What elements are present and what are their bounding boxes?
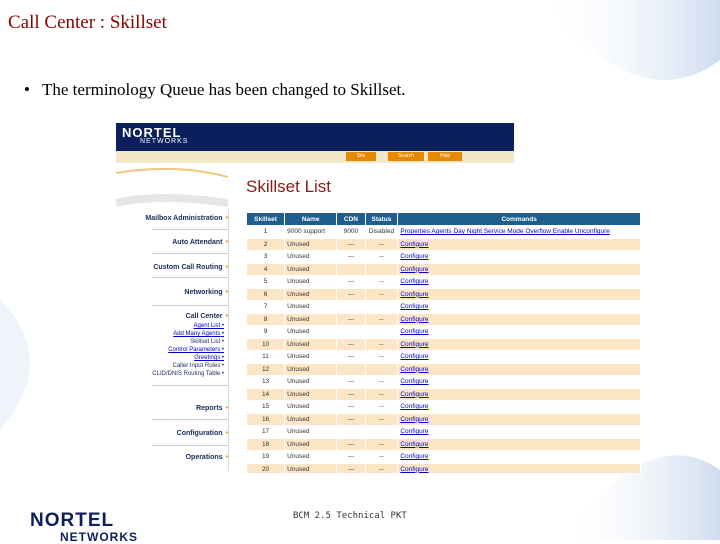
cell-name: Unused — [285, 263, 337, 276]
col-skillset: Skillset — [247, 213, 285, 226]
cell-commands — [398, 263, 641, 276]
table-row — [247, 401, 641, 414]
menu-separator — [152, 385, 228, 386]
cell-name: Unused — [285, 251, 337, 264]
row-commands-link[interactable]: Properties Agents Day Night Service Mode Overflow Enable Unconfigure — [400, 228, 610, 236]
configure-link[interactable]: Configure — [400, 328, 429, 336]
banner-logo: NORTEL — [122, 125, 182, 140]
configure-link[interactable]: Configure — [400, 278, 429, 286]
cell-skillset: 14 — [247, 388, 285, 401]
nav-site-button[interactable]: Site — [346, 152, 376, 161]
menu-separator — [152, 229, 228, 230]
table-row — [247, 276, 641, 289]
col-status: Status — [365, 213, 398, 226]
cell-skillset: 15 — [247, 401, 285, 414]
cell-skillset: 3 — [247, 251, 285, 264]
cell-status: -- — [365, 313, 398, 326]
cell-skillset: 9 — [247, 326, 285, 339]
cell-cdn: --- — [337, 238, 365, 251]
cell-cdn — [337, 263, 365, 276]
cell-cdn: 9000 — [337, 226, 365, 239]
skillset-table — [246, 212, 641, 473]
cell-skillset: 8 — [247, 313, 285, 326]
configure-link[interactable]: Configure — [400, 378, 429, 386]
bullet-icon: • — [225, 239, 228, 246]
table-row — [247, 338, 641, 351]
cell-status: -- — [365, 376, 398, 389]
cell-cdn: --- — [337, 351, 365, 364]
menu-sub-label: Add Many Agents — [173, 331, 221, 337]
table-row — [247, 351, 641, 364]
cell-cdn — [337, 426, 365, 439]
configure-link[interactable]: Configure — [400, 315, 429, 323]
cell-skillset: 10 — [247, 338, 285, 351]
table-row — [247, 263, 641, 276]
menu-sub-label: Skillset List — [190, 339, 221, 345]
table-row — [247, 301, 641, 314]
bullet-icon: • — [225, 313, 228, 320]
cell-commands — [398, 288, 641, 301]
cell-commands — [398, 326, 641, 339]
menu-sub-label: Caller Input Rules — [172, 363, 221, 369]
cell-commands — [398, 413, 641, 426]
cell-name: Unused — [285, 313, 337, 326]
cell-name: Unused — [285, 463, 337, 473]
cell-skillset: 16 — [247, 413, 285, 426]
menu-label: Custom Call Routing — [153, 264, 223, 271]
cell-status: -- — [365, 351, 398, 364]
cell-status — [365, 263, 398, 276]
configure-link[interactable]: Configure — [400, 353, 429, 361]
cell-commands — [398, 251, 641, 264]
configure-link[interactable]: Configure — [400, 240, 429, 248]
nav-help-button[interactable]: Help — [428, 152, 462, 161]
menu-separator — [152, 419, 228, 420]
cell-status: -- — [365, 276, 398, 289]
cell-commands — [398, 226, 641, 239]
cell-cdn: --- — [337, 338, 365, 351]
cell-name: 9000 support — [285, 226, 337, 239]
table-row — [247, 313, 641, 326]
cell-commands — [398, 463, 641, 473]
table-row — [247, 438, 641, 451]
nortel-banner — [116, 123, 514, 151]
menu-networking[interactable] — [184, 289, 228, 296]
cell-name: Unused — [285, 363, 337, 376]
cell-commands — [398, 376, 641, 389]
cell-cdn: --- — [337, 251, 365, 264]
cell-name: Unused — [285, 301, 337, 314]
cell-skillset: 12 — [247, 363, 285, 376]
menu-custom-call-routing[interactable] — [153, 264, 228, 271]
cell-skillset: 2 — [247, 238, 285, 251]
menu-sub-skillset-list[interactable]: Skillset List • — [190, 339, 224, 345]
cell-skillset: 11 — [247, 351, 285, 364]
cell-status: -- — [365, 413, 398, 426]
cell-cdn: --- — [337, 313, 365, 326]
menu-label: Call Center — [185, 313, 223, 320]
cell-status: -- — [365, 251, 398, 264]
cell-status: -- — [365, 438, 398, 451]
menu-mailbox-admin[interactable] — [145, 215, 228, 222]
table-row — [247, 426, 641, 439]
configure-link[interactable]: Configure — [400, 340, 429, 348]
col-commands: Commands — [398, 213, 641, 226]
cell-commands — [398, 363, 641, 376]
table-row — [247, 388, 641, 401]
table-row — [247, 376, 641, 389]
menu-sub-greetings[interactable]: Greetings • — [194, 355, 224, 361]
configure-link[interactable]: Configure — [400, 465, 429, 473]
cell-commands — [398, 426, 641, 439]
cell-commands — [398, 238, 641, 251]
cell-status: -- — [365, 288, 398, 301]
table-header-row — [247, 213, 641, 226]
cell-cdn: --- — [337, 288, 365, 301]
cell-name: Unused — [285, 326, 337, 339]
cell-skillset: 5 — [247, 276, 285, 289]
cell-status: -- — [365, 401, 398, 414]
menu-label: Configuration — [176, 430, 223, 437]
cell-commands — [398, 276, 641, 289]
bullet-icon: • — [225, 430, 228, 437]
table-row — [247, 326, 641, 339]
cell-commands — [398, 451, 641, 464]
cell-status: -- — [365, 238, 398, 251]
top-nav — [116, 151, 514, 163]
cell-name: Unused — [285, 401, 337, 414]
cell-cdn: --- — [337, 388, 365, 401]
table-row — [247, 413, 641, 426]
menu-sub-caller-input-rules[interactable]: Caller Input Rules • — [172, 363, 224, 369]
menu-swoosh — [116, 163, 228, 223]
cell-name: Unused — [285, 276, 337, 289]
cell-name: Unused — [285, 388, 337, 401]
configure-link[interactable]: Configure — [400, 390, 429, 398]
table-row — [247, 463, 641, 473]
configure-link[interactable]: Configure — [400, 440, 429, 448]
menu-sub-label: Agent List — [193, 323, 221, 329]
cell-cdn — [337, 301, 365, 314]
menu-sub-agent-list[interactable]: Agent List • — [193, 323, 224, 329]
configure-link[interactable]: Configure — [400, 290, 429, 298]
cell-cdn: --- — [337, 276, 365, 289]
cell-status: -- — [365, 338, 398, 351]
cell-status: -- — [365, 388, 398, 401]
table-row — [247, 363, 641, 376]
cell-cdn: --- — [337, 401, 365, 414]
menu-configuration[interactable] — [177, 430, 228, 437]
cell-name: Unused — [285, 438, 337, 451]
cell-skillset: 19 — [247, 451, 285, 464]
configure-link[interactable]: Configure — [400, 415, 429, 423]
menu-sub-label: Control Parameters — [168, 347, 221, 353]
table-row — [247, 251, 641, 264]
menu-label: Auto Attendant — [172, 239, 223, 246]
cell-cdn: --- — [337, 438, 365, 451]
configure-link[interactable]: Configure — [400, 265, 429, 273]
cell-status — [365, 363, 398, 376]
menu-sub-label: Greetings — [194, 355, 221, 361]
cell-commands — [398, 401, 641, 414]
cell-name: Unused — [285, 376, 337, 389]
table-row — [247, 451, 641, 464]
configure-link[interactable]: Configure — [400, 403, 429, 411]
configure-link[interactable]: Configure — [400, 253, 429, 261]
bullet-icon: • — [225, 454, 228, 461]
menu-label: Reports — [196, 405, 223, 412]
menu-sub-clid-dnis[interactable]: CLID/DNIS Routing Table • — [152, 371, 224, 377]
cell-name: Unused — [285, 451, 337, 464]
configure-link[interactable]: Configure — [400, 365, 429, 373]
bullet-icon: • — [225, 215, 228, 222]
cell-commands — [398, 301, 641, 314]
cell-skillset: 1 — [247, 226, 285, 239]
cell-commands — [398, 438, 641, 451]
menu-separator — [152, 253, 228, 254]
cell-commands — [398, 351, 641, 364]
footer-text: BCM 2.5 Technical PKT — [293, 511, 407, 521]
cell-name: Unused — [285, 288, 337, 301]
cell-name: Unused — [285, 351, 337, 364]
cell-skillset: 7 — [247, 301, 285, 314]
nav-search-button[interactable]: Search — [388, 152, 424, 161]
menu-auto-attendant[interactable] — [172, 239, 228, 246]
cell-skillset: 13 — [247, 376, 285, 389]
cell-status: -- — [365, 463, 398, 473]
cell-commands — [398, 313, 641, 326]
banner-logo-sub: NETWORKS — [140, 138, 189, 145]
cell-commands — [398, 338, 641, 351]
footer-logo: NORTEL — [30, 510, 115, 531]
bullet-text: The terminology Queue has been changed to Skillset. — [42, 80, 406, 99]
table-row — [247, 288, 641, 301]
menu-separator — [152, 445, 228, 446]
cell-cdn: --- — [337, 451, 365, 464]
cell-skillset: 4 — [247, 263, 285, 276]
bullet-icon: • — [225, 264, 228, 271]
cell-cdn — [337, 326, 365, 339]
menu-label: Networking — [184, 289, 223, 296]
cell-skillset: 17 — [247, 426, 285, 439]
menu-divider — [225, 209, 229, 471]
menu-separator — [152, 277, 228, 278]
cell-skillset: 18 — [247, 438, 285, 451]
cell-cdn: --- — [337, 376, 365, 389]
slide-title: Call Center : Skillset — [8, 12, 167, 33]
menu-call-center[interactable] — [186, 313, 228, 320]
configure-link[interactable]: Configure — [400, 303, 429, 311]
bullet-point — [24, 80, 406, 100]
cell-status — [365, 426, 398, 439]
menu-label: Operations — [185, 454, 223, 461]
bullet-symbol: • — [24, 80, 30, 99]
menu-sub-add-many-agents[interactable]: Add Many Agents • — [173, 331, 224, 337]
col-name: Name — [285, 213, 337, 226]
bullet-icon: • — [225, 289, 228, 296]
col-cdn: CDN — [337, 213, 365, 226]
cell-cdn: --- — [337, 413, 365, 426]
cell-cdn: --- — [337, 463, 365, 473]
cell-status: Disabled — [365, 226, 398, 239]
menu-label: Mailbox Administration — [145, 215, 223, 222]
configure-link[interactable]: Configure — [400, 428, 429, 436]
page-heading: Skillset List — [246, 177, 332, 196]
menu-sub-label: CLID/DNIS Routing Table — [152, 371, 221, 377]
cell-name: Unused — [285, 413, 337, 426]
cell-name: Unused — [285, 238, 337, 251]
table-row — [247, 238, 641, 251]
cell-name: Unused — [285, 338, 337, 351]
menu-reports[interactable] — [196, 405, 228, 412]
menu-separator — [152, 305, 228, 306]
table-row — [247, 226, 641, 239]
bullet-icon: • — [225, 405, 228, 412]
configure-link[interactable]: Configure — [400, 453, 429, 461]
cell-skillset: 6 — [247, 288, 285, 301]
menu-operations[interactable] — [186, 454, 228, 461]
menu-sub-control-parameters[interactable]: Control Parameters • — [168, 347, 224, 353]
cell-status — [365, 326, 398, 339]
cell-status — [365, 301, 398, 314]
cell-commands — [398, 388, 641, 401]
cell-cdn — [337, 363, 365, 376]
cell-skillset: 20 — [247, 463, 285, 473]
cell-name: Unused — [285, 426, 337, 439]
cell-status: -- — [365, 451, 398, 464]
footer-logo-sub: NETWORKS — [60, 530, 138, 544]
embedded-screenshot — [116, 123, 641, 473]
